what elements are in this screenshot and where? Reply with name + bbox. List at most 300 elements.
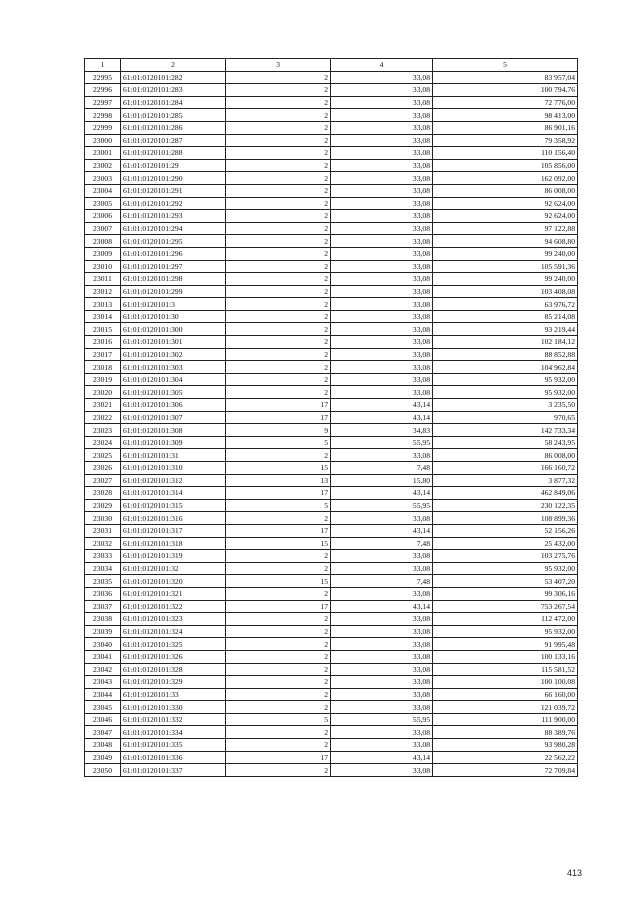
table-cell: 9: [226, 424, 331, 437]
table-cell: 61:01:0120101:293: [121, 210, 226, 223]
table-cell: 22 562,22: [433, 751, 578, 764]
table-cell: 2: [226, 323, 331, 336]
table-cell: 23015: [85, 323, 121, 336]
table-row: [85, 613, 578, 626]
table-row: [85, 411, 578, 424]
table-cell: 3 877,32: [433, 474, 578, 487]
table-cell: 23037: [85, 600, 121, 613]
table-cell: 33,08: [331, 550, 433, 563]
table-row: [85, 537, 578, 550]
table-cell: 61:01:0120101:309: [121, 436, 226, 449]
table-cell: 52 156,26: [433, 524, 578, 537]
table-cell: 33,08: [331, 247, 433, 260]
table-cell: 88 389,76: [433, 726, 578, 739]
table-cell: 33,08: [331, 134, 433, 147]
table-cell: 142 733,34: [433, 424, 578, 437]
table-cell: 17: [226, 399, 331, 412]
table-cell: 5: [226, 713, 331, 726]
table-row: [85, 298, 578, 311]
table-cell: 61:01:0120101:282: [121, 71, 226, 84]
table-cell: 61:01:0120101:305: [121, 386, 226, 399]
table-cell: 23031: [85, 524, 121, 537]
table-cell: 22995: [85, 71, 121, 84]
table-row: [85, 739, 578, 752]
table-cell: 61:01:0120101:310: [121, 462, 226, 475]
table-cell: 33,08: [331, 210, 433, 223]
table-cell: 61:01:0120101:288: [121, 147, 226, 160]
table-cell: 2: [226, 172, 331, 185]
table-cell: 61:01:0120101:31: [121, 449, 226, 462]
table-cell: 166 160,72: [433, 462, 578, 475]
table-cell: 61:01:0120101:314: [121, 487, 226, 500]
table-cell: 61:01:0120101:296: [121, 247, 226, 260]
table-cell: 61:01:0120101:285: [121, 109, 226, 122]
table-cell: 33,08: [331, 71, 433, 84]
table-row: [85, 172, 578, 185]
table-row: [85, 210, 578, 223]
table-cell: 61:01:0120101:30: [121, 310, 226, 323]
table-cell: 23018: [85, 361, 121, 374]
table-cell: 33,08: [331, 625, 433, 638]
table-cell: 23013: [85, 298, 121, 311]
table-cell: 23049: [85, 751, 121, 764]
table-cell: 61:01:0120101:292: [121, 197, 226, 210]
table-row: [85, 600, 578, 613]
table-cell: 2: [226, 121, 331, 134]
table-cell: 2: [226, 613, 331, 626]
table-row: [85, 147, 578, 160]
table-cell: 17: [226, 600, 331, 613]
table-cell: 33,08: [331, 96, 433, 109]
table-row: [85, 336, 578, 349]
table-cell: 61:01:0120101:315: [121, 499, 226, 512]
table-cell: 23040: [85, 638, 121, 651]
table-row: [85, 625, 578, 638]
table-cell: 33,08: [331, 512, 433, 525]
table-cell: 43,14: [331, 524, 433, 537]
table-cell: 23001: [85, 147, 121, 160]
table-row: [85, 436, 578, 449]
table-row: [85, 134, 578, 147]
table-cell: 23025: [85, 449, 121, 462]
table-cell: 33,08: [331, 285, 433, 298]
table-cell: 61:01:0120101:317: [121, 524, 226, 537]
table-cell: 2: [226, 222, 331, 235]
table-cell: 103 275,76: [433, 550, 578, 563]
table-cell: 61:01:0120101:298: [121, 273, 226, 286]
table-cell: 99 306,16: [433, 587, 578, 600]
table-cell: 23007: [85, 222, 121, 235]
table-cell: 61:01:0120101:295: [121, 235, 226, 248]
table-cell: 7,48: [331, 575, 433, 588]
table-cell: 23036: [85, 587, 121, 600]
column-header-4: 4: [331, 59, 433, 72]
header-row: [85, 59, 578, 72]
page-number: 413: [566, 868, 582, 878]
table-cell: 88 852,88: [433, 348, 578, 361]
table-cell: 61:01:0120101:329: [121, 676, 226, 689]
table-cell: 23042: [85, 663, 121, 676]
table-cell: 2: [226, 96, 331, 109]
table-cell: 66 160,00: [433, 688, 578, 701]
table-cell: 2: [226, 184, 331, 197]
table-cell: 2: [226, 247, 331, 260]
table-cell: 23024: [85, 436, 121, 449]
table-cell: 23048: [85, 739, 121, 752]
table-row: [85, 121, 578, 134]
table-row: [85, 701, 578, 714]
table-cell: 61:01:0120101:303: [121, 361, 226, 374]
table-cell: 43,14: [331, 399, 433, 412]
table-row: [85, 310, 578, 323]
table-cell: 61:01:0120101:302: [121, 348, 226, 361]
table-cell: 33,08: [331, 222, 433, 235]
table-cell: 2: [226, 625, 331, 638]
table-cell: 61:01:0120101:301: [121, 336, 226, 349]
table-cell: 33,08: [331, 650, 433, 663]
table-row: [85, 524, 578, 537]
table-cell: 2: [226, 361, 331, 374]
table-cell: 23029: [85, 499, 121, 512]
table-cell: 2: [226, 688, 331, 701]
table-cell: 61:01:0120101:330: [121, 701, 226, 714]
table-cell: 2: [226, 449, 331, 462]
table-cell: 61:01:0120101:337: [121, 764, 226, 777]
table-cell: 79 358,92: [433, 134, 578, 147]
table-cell: 23014: [85, 310, 121, 323]
table-cell: 33,08: [331, 361, 433, 374]
table-cell: 94 608,80: [433, 235, 578, 248]
table-cell: 23046: [85, 713, 121, 726]
table-row: [85, 84, 578, 97]
table-cell: 230 122,35: [433, 499, 578, 512]
table-cell: 91 995,48: [433, 638, 578, 651]
table-row: [85, 575, 578, 588]
table-cell: 34,83: [331, 424, 433, 437]
table-cell: 61:01:0120101:32: [121, 562, 226, 575]
table-row: [85, 285, 578, 298]
table-cell: 55,95: [331, 436, 433, 449]
table-cell: 2: [226, 739, 331, 752]
table-cell: 61:01:0120101:286: [121, 121, 226, 134]
table-cell: 61:01:0120101:283: [121, 84, 226, 97]
table-cell: 61:01:0120101:332: [121, 713, 226, 726]
table-cell: 162 092,00: [433, 172, 578, 185]
table-cell: 43,14: [331, 751, 433, 764]
table-row: [85, 424, 578, 437]
table-cell: 2: [226, 764, 331, 777]
table-cell: 61:01:0120101:322: [121, 600, 226, 613]
table-cell: 115 581,52: [433, 663, 578, 676]
table-cell: 2: [226, 298, 331, 311]
table-cell: 99 240,00: [433, 273, 578, 286]
table-cell: 2: [226, 109, 331, 122]
table-cell: 61:01:0120101:318: [121, 537, 226, 550]
table-cell: 63 976,72: [433, 298, 578, 311]
table-cell: 17: [226, 751, 331, 764]
table-row: [85, 71, 578, 84]
table-cell: 3 235,50: [433, 399, 578, 412]
table-cell: 86 901,16: [433, 121, 578, 134]
table-cell: 33,08: [331, 260, 433, 273]
table-cell: 61:01:0120101:321: [121, 587, 226, 600]
table-cell: 72 709,84: [433, 764, 578, 777]
table-cell: 33,08: [331, 84, 433, 97]
table-cell: 13: [226, 474, 331, 487]
table-row: [85, 512, 578, 525]
table-cell: 61:01:0120101:307: [121, 411, 226, 424]
table-cell: 72 776,00: [433, 96, 578, 109]
table-cell: 61:01:0120101:297: [121, 260, 226, 273]
table-row: [85, 688, 578, 701]
table-cell: 23039: [85, 625, 121, 638]
table-cell: 33,08: [331, 197, 433, 210]
table-cell: 23023: [85, 424, 121, 437]
table-cell: 15: [226, 575, 331, 588]
table-row: [85, 348, 578, 361]
table-cell: 23011: [85, 273, 121, 286]
table-cell: 61:01:0120101:304: [121, 373, 226, 386]
table-row: [85, 751, 578, 764]
table-cell: 33,08: [331, 235, 433, 248]
table-cell: 33,08: [331, 562, 433, 575]
table-cell: 23020: [85, 386, 121, 399]
table-cell: 33,08: [331, 273, 433, 286]
table-cell: 55,95: [331, 499, 433, 512]
table-cell: 23030: [85, 512, 121, 525]
table-cell: 33,08: [331, 638, 433, 651]
table-cell: 23041: [85, 650, 121, 663]
table-cell: 43,14: [331, 411, 433, 424]
table-cell: 33,08: [331, 159, 433, 172]
table-cell: 95 932,00: [433, 625, 578, 638]
table-cell: 108 899,36: [433, 512, 578, 525]
table-cell: 104 962,84: [433, 361, 578, 374]
table-cell: 2: [226, 84, 331, 97]
table-cell: 112 472,00: [433, 613, 578, 626]
table-cell: 61:01:0120101:291: [121, 184, 226, 197]
table-cell: 2: [226, 650, 331, 663]
table-cell: 23002: [85, 159, 121, 172]
table-cell: 2: [226, 638, 331, 651]
table-cell: 33,08: [331, 298, 433, 311]
table-cell: 103 408,08: [433, 285, 578, 298]
table-cell: 2: [226, 587, 331, 600]
table-cell: 462 849,06: [433, 487, 578, 500]
table-cell: 100 794,76: [433, 84, 578, 97]
table-cell: 15: [226, 462, 331, 475]
table-cell: 61:01:0120101:335: [121, 739, 226, 752]
table-cell: 33,08: [331, 613, 433, 626]
table-cell: 23028: [85, 487, 121, 500]
table-cell: 61:01:0120101:326: [121, 650, 226, 663]
table-cell: 61:01:0120101:324: [121, 625, 226, 638]
table-cell: 5: [226, 499, 331, 512]
column-header-2: 2: [121, 59, 226, 72]
table-cell: 99 240,00: [433, 247, 578, 260]
table-body: [85, 71, 578, 776]
table-cell: 61:01:0120101:312: [121, 474, 226, 487]
table-cell: 2: [226, 550, 331, 563]
table-cell: 61:01:0120101:287: [121, 134, 226, 147]
table-row: [85, 361, 578, 374]
table-cell: 23009: [85, 247, 121, 260]
table-row: [85, 109, 578, 122]
table-row: [85, 638, 578, 651]
table-cell: 2: [226, 373, 331, 386]
table-cell: 33,08: [331, 121, 433, 134]
table-cell: 61:01:0120101:33: [121, 688, 226, 701]
table-cell: 2: [226, 210, 331, 223]
table-cell: 2: [226, 285, 331, 298]
table-cell: 2: [226, 663, 331, 676]
table-cell: 33,08: [331, 373, 433, 386]
table-row: [85, 676, 578, 689]
table-cell: 92 624,00: [433, 197, 578, 210]
table-cell: 53 407,20: [433, 575, 578, 588]
table-cell: 23004: [85, 184, 121, 197]
table-cell: 23043: [85, 676, 121, 689]
table-cell: 970,65: [433, 411, 578, 424]
table-cell: 2: [226, 134, 331, 147]
table-cell: 2: [226, 310, 331, 323]
table-cell: 2: [226, 197, 331, 210]
table-row: [85, 764, 578, 777]
table-cell: 22999: [85, 121, 121, 134]
table-cell: 23026: [85, 462, 121, 475]
table-cell: 61:01:0120101:300: [121, 323, 226, 336]
table-cell: 2: [226, 260, 331, 273]
table-cell: 2: [226, 701, 331, 714]
table-cell: 22997: [85, 96, 121, 109]
table-cell: 17: [226, 524, 331, 537]
table-cell: 17: [226, 487, 331, 500]
table-cell: 23006: [85, 210, 121, 223]
table-row: [85, 222, 578, 235]
table-row: [85, 449, 578, 462]
table-cell: 33,08: [331, 323, 433, 336]
table-cell: 23003: [85, 172, 121, 185]
table-cell: 33,08: [331, 726, 433, 739]
table-cell: 61:01:0120101:284: [121, 96, 226, 109]
table-row: [85, 550, 578, 563]
table-cell: 23027: [85, 474, 121, 487]
table-cell: 23034: [85, 562, 121, 575]
table-cell: 25 432,00: [433, 537, 578, 550]
table-cell: 61:01:0120101:299: [121, 285, 226, 298]
table-cell: 2: [226, 273, 331, 286]
table-row: [85, 399, 578, 412]
table-cell: 61:01:0120101:316: [121, 512, 226, 525]
table-cell: 33,08: [331, 172, 433, 185]
table-cell: 95 932,00: [433, 562, 578, 575]
table-cell: 61:01:0120101:308: [121, 424, 226, 437]
table-cell: 61:01:0120101:319: [121, 550, 226, 563]
table-cell: 23021: [85, 399, 121, 412]
column-header-5: 5: [433, 59, 578, 72]
table-cell: 33,08: [331, 701, 433, 714]
table-cell: 105 856,00: [433, 159, 578, 172]
table-row: [85, 197, 578, 210]
table-cell: 55,95: [331, 713, 433, 726]
table-cell: 61:01:0120101:325: [121, 638, 226, 651]
table-cell: 33,08: [331, 336, 433, 349]
table-row: [85, 323, 578, 336]
table-cell: 2: [226, 147, 331, 160]
table-cell: 2: [226, 159, 331, 172]
table-cell: 110 156,40: [433, 147, 578, 160]
table-cell: 100 100,08: [433, 676, 578, 689]
table-cell: 102 184,12: [433, 336, 578, 349]
table-cell: 23033: [85, 550, 121, 563]
table-cell: 61:01:0120101:29: [121, 159, 226, 172]
table-cell: 2: [226, 512, 331, 525]
table-cell: 100 133,16: [433, 650, 578, 663]
table-cell: 105 591,36: [433, 260, 578, 273]
table-cell: 86 008,00: [433, 449, 578, 462]
table-cell: 2: [226, 562, 331, 575]
table-cell: 2: [226, 336, 331, 349]
table-cell: 23010: [85, 260, 121, 273]
table-cell: 23012: [85, 285, 121, 298]
column-header-3: 3: [226, 59, 331, 72]
table-cell: 22998: [85, 109, 121, 122]
table-cell: 17: [226, 411, 331, 424]
table-cell: 23047: [85, 726, 121, 739]
table-row: [85, 726, 578, 739]
table-cell: 23005: [85, 197, 121, 210]
table-cell: 121 039,72: [433, 701, 578, 714]
table-cell: 33,08: [331, 348, 433, 361]
table-cell: 33,08: [331, 587, 433, 600]
table-cell: 23050: [85, 764, 121, 777]
table-cell: 23044: [85, 688, 121, 701]
table-row: [85, 650, 578, 663]
table-cell: 33,08: [331, 739, 433, 752]
table-cell: 15: [226, 537, 331, 550]
table-cell: 61:01:0120101:294: [121, 222, 226, 235]
table-cell: 61:01:0120101:323: [121, 613, 226, 626]
table-cell: 15,80: [331, 474, 433, 487]
table-cell: 33,08: [331, 310, 433, 323]
table-cell: 95 932,00: [433, 373, 578, 386]
table-cell: 23016: [85, 336, 121, 349]
table-row: [85, 247, 578, 260]
table-cell: 23022: [85, 411, 121, 424]
table-cell: 33,08: [331, 386, 433, 399]
table-row: [85, 474, 578, 487]
table-cell: 61:01:0120101:306: [121, 399, 226, 412]
table-cell: 23035: [85, 575, 121, 588]
table-cell: 97 122,88: [433, 222, 578, 235]
table-cell: 2: [226, 348, 331, 361]
table-cell: 61:01:0120101:334: [121, 726, 226, 739]
table-cell: 61:01:0120101:328: [121, 663, 226, 676]
table-cell: 61:01:0120101:336: [121, 751, 226, 764]
table-cell: 33,08: [331, 449, 433, 462]
table-cell: 2: [226, 726, 331, 739]
table-row: [85, 184, 578, 197]
table-cell: 23038: [85, 613, 121, 626]
table-cell: 33,08: [331, 688, 433, 701]
table-cell: 95 932,00: [433, 386, 578, 399]
table-cell: 86 008,00: [433, 184, 578, 197]
table-cell: 92 624,00: [433, 210, 578, 223]
table-cell: 83 957,04: [433, 71, 578, 84]
table-cell: 22996: [85, 84, 121, 97]
table-row: [85, 159, 578, 172]
table-cell: 61:01:0120101:320: [121, 575, 226, 588]
